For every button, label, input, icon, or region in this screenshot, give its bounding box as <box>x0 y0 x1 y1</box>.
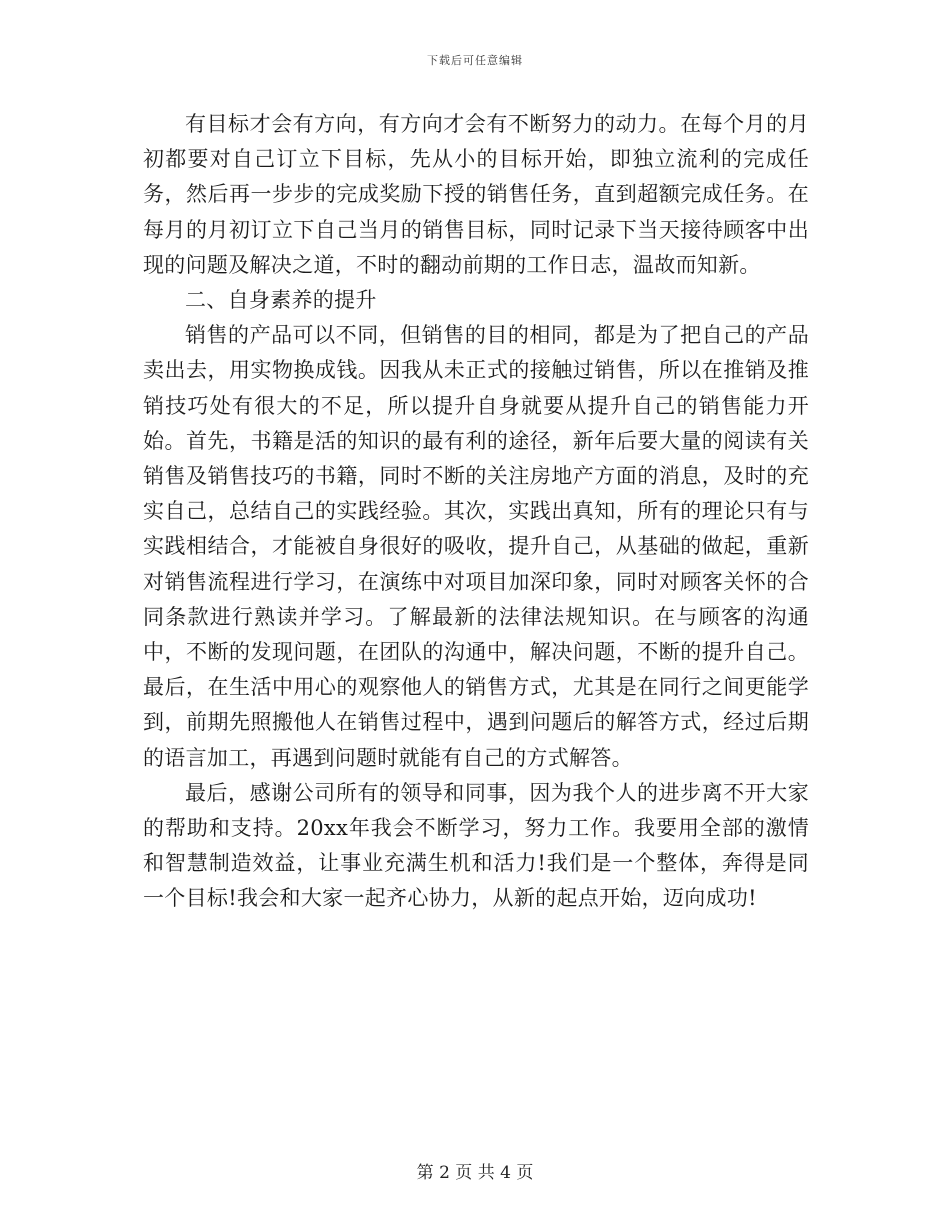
page-number: 第 2 页 共 4 页 <box>416 1163 534 1183</box>
document-body <box>143 107 809 917</box>
page-header: 下载后可任意编辑 <box>427 54 523 67</box>
paragraph-self-improvement: 销售的产品可以不同，但销售的目的相同，都是为了把自己的产品卖出去，用实物换成钱。因我从未正式的接触过销售，所以在推销及推销技巧处有很大的不足，所以提升自身就要从提升自己的销售能力开始。首先，书籍是活的知识的最有利的途径，新年后要大量的阅读有关销售及销售技巧的书籍，同时不断的关注房地产方面的消息，及时的充实自己，总结自己的实践经验。其次，实践出真知，所有的理论只有与实践相结合，才能被自身很好的吸收，提升自己，从基础的做起，重新对销售流程进行学习，在演练中对项目加深印象，同时对顾客关怀的合同条款进行熟读并学习。了解最新的法律法规知识。在与顾客的沟通中，不断的发现问题，在团队的沟通中，解决问题，不断的提升自己。最后，在生活中用心的观察他人的销售方式，尤其是在同行之间更能学到，前期先照搬他人在销售过程中，遇到问题后的解答方式，经过后期的语言加工，再遇到问题时就能有自己的方式解答。 <box>143 323 809 770</box>
section-heading-self-improvement: 二、自身素养的提升 <box>185 288 377 313</box>
paragraph-goals: 有目标才会有方向，有方向才会有不断努力的动力。在每个月的月初都要对自己订立下目标，先从小的目标开始，即独立流利的完成任务，然后再一步步的完成奖励下授的销售任务，直到超额完成任务。在每月的月初订立下自己当月的销售目标，同时记录下当天接待顾客中出现的问题及解决之道，不时的翻动前期的工作日志，温故而知新。 <box>143 112 809 277</box>
paragraph-closing: 最后，感谢公司所有的领导和同事，因为我个人的进步离不开大家的帮助和支持。20xx年我会不断学习，努力工作。我要用全部的激情和智慧制造效益，让事业充满生机和活力!我们是一个整体，奔得是同一个目标!我会和大家一起齐心协力，从新的起点开始，迈向成功! <box>143 780 809 911</box>
